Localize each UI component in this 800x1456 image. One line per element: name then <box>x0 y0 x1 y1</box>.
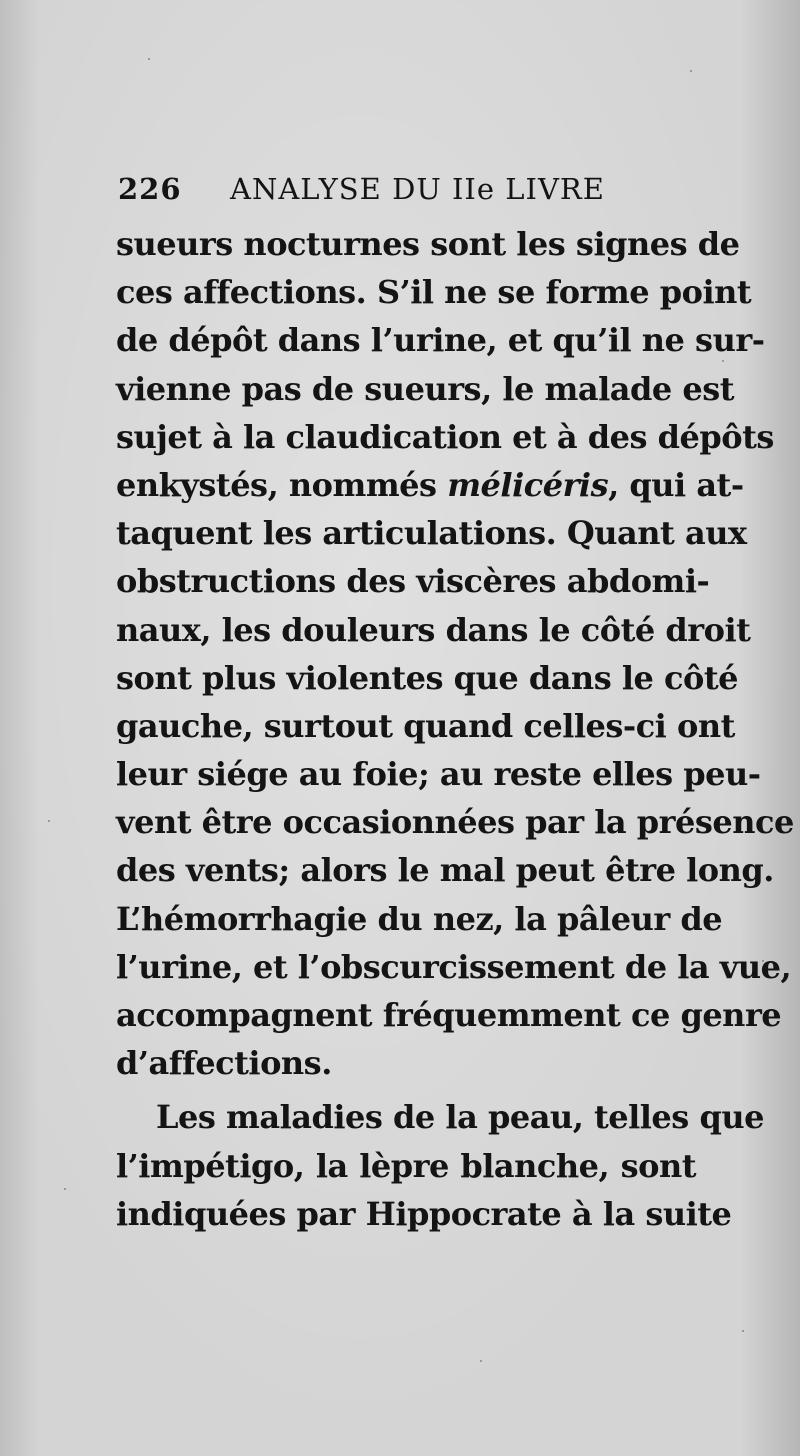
text-line: obstructions des viscères abdomi- <box>116 562 710 601</box>
text-segment: , qui at- <box>608 465 744 504</box>
paper-speck <box>48 820 50 822</box>
text-line: l’urine, et l’obscurcissement de la vue, <box>116 947 792 986</box>
text-line: l’impétigo, la lèpre blanche, sont <box>116 1146 696 1185</box>
paper-speck <box>722 360 724 362</box>
text-line: naux, les douleurs dans le côté droit <box>116 610 751 649</box>
text-line: sueurs nocturnes sont les signes de <box>116 225 740 263</box>
text-line: gauche, surtout quand celles-ci ont <box>116 706 735 745</box>
paper-speck <box>480 1360 482 1362</box>
text-line: vienne pas de sueurs, le malade est <box>116 369 735 408</box>
italic-term: mélicéris <box>447 465 609 504</box>
text-line: vent être occasionnées par la présence <box>116 803 794 842</box>
text-line: ces affections. S’il ne se forme point <box>116 273 752 312</box>
text-line: L’hémorrhagie du nez, la pâleur de <box>116 899 723 938</box>
text-line: taquent les articulations. Quant aux <box>116 514 747 553</box>
text-line: sont plus violentes que dans le côté <box>116 658 738 697</box>
text-line: de dépôt dans l’urine, et qu’il ne sur- <box>116 321 765 360</box>
text-line: leur siége au foie; au reste elles peu- <box>116 755 761 794</box>
paper-speck <box>148 58 150 60</box>
text-line: indiquées par Hippocrate à la suite <box>116 1194 732 1233</box>
text-line: d’affections. <box>116 1044 332 1083</box>
paper-speck <box>742 1330 744 1332</box>
paper-speck <box>690 70 692 72</box>
text-line: des vents; alors le mal peut être long. <box>116 851 774 890</box>
running-head: ANALYSE DU IIe LIVRE <box>230 172 605 206</box>
body-text <box>116 220 794 1238</box>
paper-speck <box>64 1188 66 1190</box>
page-number: 226 <box>118 172 182 206</box>
text-line: sujet à la claudication et à des dépôts <box>116 417 774 456</box>
text-line <box>116 461 744 509</box>
text-line: Les maladies de la peau, telles que <box>156 1098 764 1137</box>
paragraph <box>116 220 794 1087</box>
text-segment: enkystés, nommés <box>116 465 448 504</box>
text-line: accompagnent fréquemment ce genre <box>116 996 782 1034</box>
paragraph <box>116 1093 764 1238</box>
page-header <box>118 172 698 216</box>
